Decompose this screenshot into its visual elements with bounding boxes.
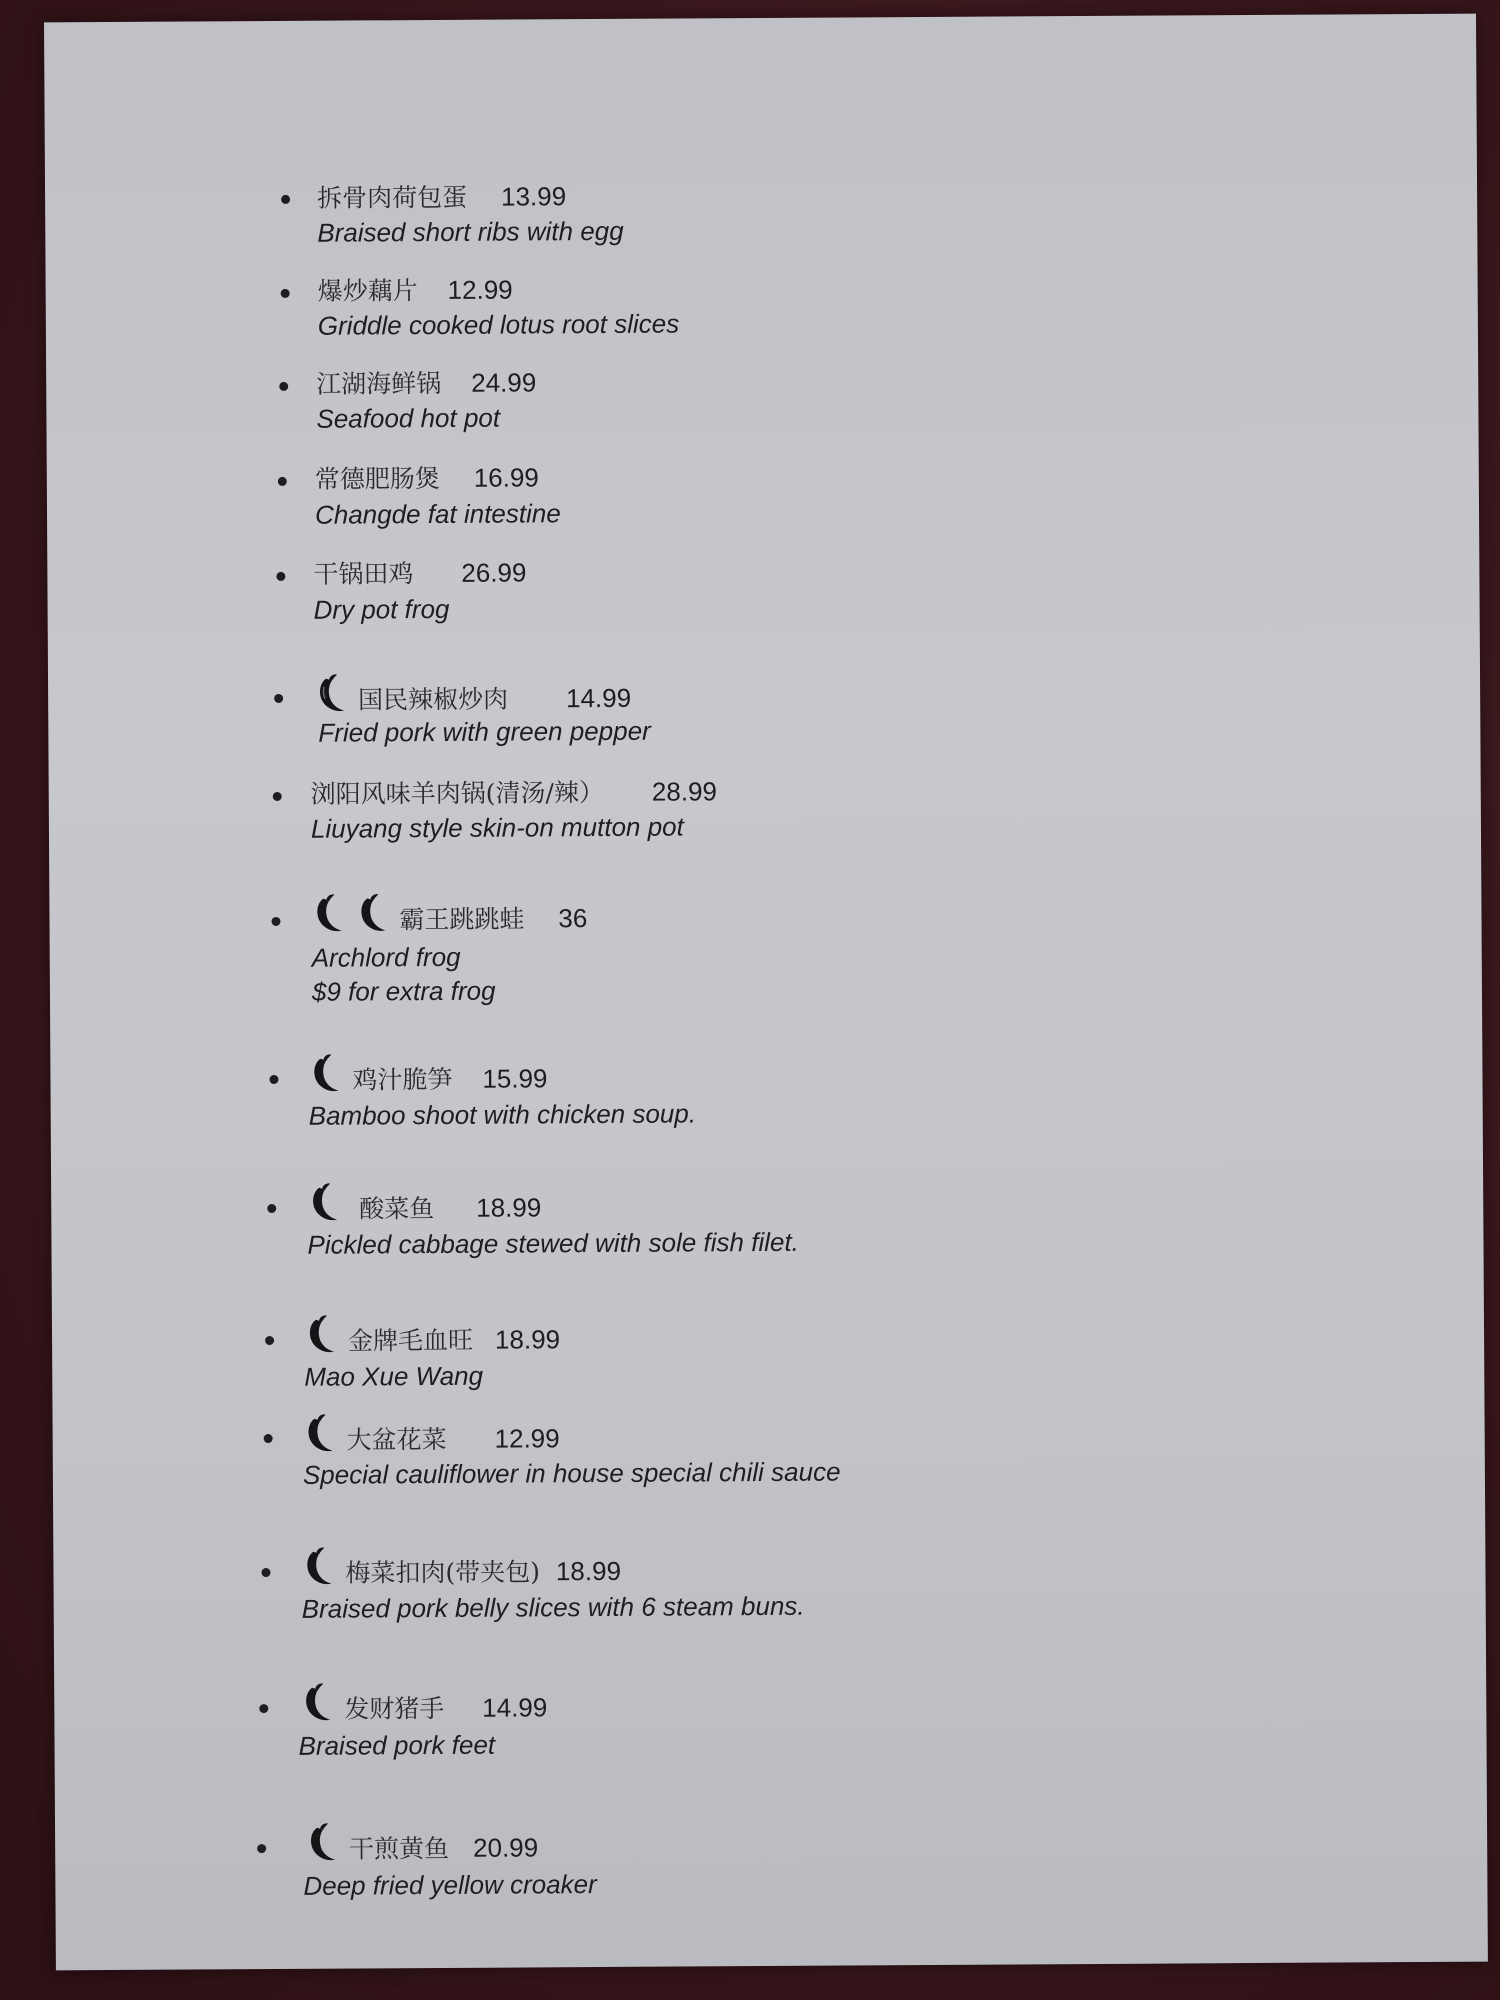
bullet [271,917,280,926]
bullet [274,694,283,703]
dish-price: 36 [558,903,588,934]
chili-pepper-icon [300,1682,334,1724]
bullet [264,1434,273,1443]
dish-price: 13.99 [500,181,567,212]
dish-name-line [301,1544,621,1589]
dish-note: $9 for extra frog [311,975,496,1007]
dish-english-name: Seafood hot pot [316,402,501,434]
dish-english-name: Braised short ribs with egg [317,215,624,248]
dish-price: 18.99 [476,1192,542,1223]
dish-price: 20.99 [473,1832,539,1863]
bullet [257,1844,266,1853]
chili-pepper-icon [308,1053,342,1095]
dish-price: 12.99 [447,274,513,305]
bullet [281,195,290,204]
dish-chinese-name: 酸菜鱼 [359,1194,435,1224]
dish-price: 14.99 [565,682,632,714]
dish-price: 28.99 [651,776,718,807]
bullet [276,572,285,581]
dish-price: 24.99 [471,367,537,398]
bullet [261,1568,270,1577]
dish-name-line [304,1312,560,1357]
dish-name-line [311,891,587,936]
dish-english-name: Bamboo shoot with chicken soup. [308,1098,697,1131]
chili-pepper-icon [355,892,389,934]
dish-english-name: Mao Xue Wang [304,1360,484,1392]
dish-name-line [313,557,526,589]
dish-price: 14.99 [482,1692,548,1723]
dish-english-name: Deep fried yellow croaker [303,1869,597,1901]
dish-price: 15.99 [482,1063,548,1094]
dish-chinese-name: 发财猪手 [344,1693,445,1724]
dish-name-line [317,181,566,214]
dish-name-line [300,1680,547,1725]
dish-english-name: Fried pork with green pepper [318,715,651,748]
dish-english-name: Liuyang style skin-on mutton pot [310,811,684,844]
dish-chinese-name: 常德肥肠煲 [314,463,440,494]
dish-chinese-name: 干锅田鸡 [313,559,414,589]
bullet [267,1204,276,1213]
dish-name-line [315,462,539,494]
dish-chinese-name: 大盆花菜 [346,1424,447,1455]
dish-name-line [308,1051,547,1095]
dish-price: 12.99 [494,1423,560,1454]
dish-name-line [311,776,717,809]
chili-pepper-icon [314,673,348,715]
dish-chinese-name: 梅菜扣肉(带夹包) [345,1557,541,1588]
dish-price: 26.99 [461,557,527,588]
dish-price: 16.99 [473,462,539,493]
menu-page [44,14,1488,1971]
dish-chinese-name: 江湖海鲜锅 [316,368,442,399]
dish-english-name: Braised pork belly slices with 6 steam buns. [301,1590,805,1624]
bullet [279,382,288,391]
chili-pepper-icon [305,1822,339,1864]
chili-pepper-icon [304,1314,338,1356]
dish-price: 18.99 [494,1324,561,1355]
dish-chinese-name: 拆骨肉荷包蛋 [317,182,468,213]
dish-name-line [305,1820,538,1864]
dish-chinese-name: 金牌毛血旺 [347,1325,474,1356]
bullet [265,1336,274,1345]
dish-name-line [303,1411,560,1456]
dish-chinese-name: 干煎黄鱼 [349,1833,450,1864]
bullet [259,1704,268,1713]
chili-pepper-icon [301,1546,335,1588]
dish-name-line [316,367,536,399]
bullet [273,792,282,801]
dish-chinese-name: 霸王跳跳蛙 [399,904,525,935]
dish-name-line [318,275,513,307]
bullet [278,477,287,486]
chili-pepper-icon [303,1413,337,1455]
dish-english-name: Pickled cabbage stewed with sole fish filet. [307,1226,799,1260]
bullet [281,289,290,298]
dish-chinese-name: 国民辣椒炒肉 [358,684,509,715]
dish-english-name: Special cauliflower in house special chili sauce [302,1456,841,1490]
dish-english-name: Archlord frog [311,941,461,973]
dish-chinese-name: 鸡汁脆笋 [352,1064,453,1095]
dish-name-line [307,1180,541,1224]
dish-chinese-name: 浏阳风味羊肉锅(清汤/辣） [310,777,605,809]
dish-english-name: Dry pot frog [313,593,450,625]
chili-pepper-icon [311,893,345,935]
dish-english-name: Braised pork feet [298,1729,496,1761]
chili-pepper-icon [307,1182,341,1224]
dish-english-name: Changde fat intestine [314,498,561,530]
dish-chinese-name: 爆炒藕片 [317,276,418,306]
dish-name-line [314,671,631,716]
dish-price: 18.99 [555,1555,622,1587]
bullet [269,1075,278,1084]
dish-english-name: Griddle cooked lotus root slices [317,308,680,341]
